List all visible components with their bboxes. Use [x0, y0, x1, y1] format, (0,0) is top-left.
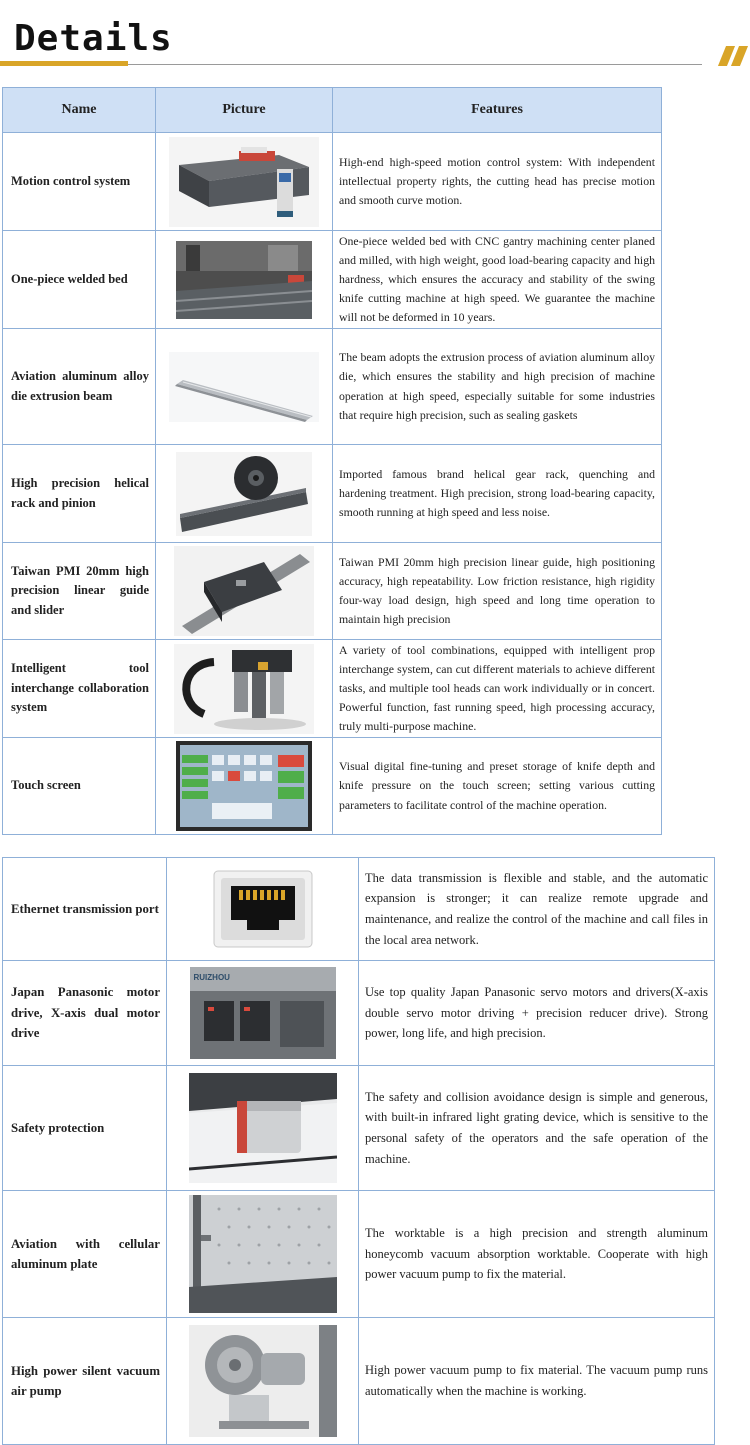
row-features: Use top quality Japan Panasonic servo motors and drivers(X-axis double servo motor driving + precision reducer drive). Strong power, long life, and high precision.: [359, 961, 715, 1066]
header-picture: Picture: [156, 88, 333, 133]
table-row: [3, 329, 662, 445]
row-features: The beam adopts the extrusion process of aviation aluminum alloy die, which ensures the stability and high precision of machine operation at high speed, especially suitable for some industries that require high precision, such as sealing gaskets: [333, 329, 662, 445]
row-features: One-piece welded bed with CNC gantry machining center planed and milled, with high weight, good load-bearing capacity and high hardness, which ensures the accuracy and stability of the swing knife cutting machine at high speed. We guarantee the machine will not be deformed in 10 years.: [333, 231, 662, 329]
tool-heads-photo: [174, 644, 314, 734]
table-header-row: [3, 88, 662, 133]
row-name: Taiwan PMI 20mm high precision linear guide and slider: [3, 543, 156, 640]
row-features: A variety of tool combinations, equipped with intelligent prop interchange system, can cut different materials to achieve different tasks, and multiple tool heads can work individually or in concert. Powerful function, fast running speed, high processing accuracy, truly multi-purpose machine.: [333, 640, 662, 738]
row-name: One-piece welded bed: [3, 231, 156, 329]
safety-sensor-photo: [189, 1073, 337, 1183]
row-features: The worktable is a high precision and strength aluminum honeycomb vacuum absorption worktable. Cooperate with high power vacuum pump to fix the material.: [359, 1191, 715, 1318]
table-row: [3, 543, 662, 640]
table-row: [3, 858, 715, 961]
row-features: Taiwan PMI 20mm high precision linear guide, high positioning accuracy, high repeatability. Low friction resistance, high rigidity four-way load design, high speed and long time operation to maintain high precision: [333, 543, 662, 640]
cutting-machine-photo: [169, 137, 319, 227]
header-name: Name: [3, 88, 156, 133]
table-row: [3, 1318, 715, 1445]
vacuum-pump-photo: [189, 1325, 337, 1437]
row-features: High power vacuum pump to fix material. The vacuum pump runs automatically when the machine is working.: [359, 1318, 715, 1445]
quote-mark-icon: [718, 40, 748, 70]
table-row: [3, 640, 662, 738]
welded-bed-photo: [176, 241, 312, 319]
row-name: Motion control system: [3, 133, 156, 231]
brand-label: RUIZHOU: [193, 973, 230, 982]
table-row: [3, 133, 662, 231]
page-title: Details: [14, 18, 173, 59]
row-name: Safety protection: [3, 1066, 167, 1191]
row-name: Touch screen: [3, 738, 156, 835]
row-name: Ethernet transmission port: [3, 858, 167, 961]
header-features: Features: [333, 88, 662, 133]
table-row: [3, 445, 662, 543]
aluminum-beam-photo: [169, 352, 319, 422]
row-features: High-end high-speed motion control system: With independent intellectual property rights, the cutting head has precise motion and smooth curve motion.: [333, 133, 662, 231]
row-name: High power silent vacuum air pump: [3, 1318, 167, 1445]
ethernet-port-icon: [213, 870, 313, 948]
honeycomb-plate-photo: [189, 1195, 337, 1313]
table-row: [3, 961, 715, 1066]
table-row: [3, 1191, 715, 1318]
row-features: Visual digital fine-tuning and preset storage of knife depth and knife pressure on the touch screen; setting various cutting parameters to facilitate control of the machine operation.: [333, 738, 662, 835]
row-features: The safety and collision avoidance design is simple and generous, with built-in infrared light grating device, which is sensitive to the personal safety of the operators and the safe operation of the machine.: [359, 1066, 715, 1191]
title-underline: [0, 61, 128, 66]
linear-guide-photo: [174, 546, 314, 636]
details-table-1: [2, 87, 662, 835]
table-row: [3, 1066, 715, 1191]
row-name: High precision helical rack and pinion: [3, 445, 156, 543]
row-name: Japan Panasonic motor drive, X-axis dual motor drive: [3, 961, 167, 1066]
page-header: [0, 0, 750, 70]
table-row: [3, 738, 662, 835]
row-features: The data transmission is flexible and stable, and the automatic expansion is stronger; it can realize remote upgrade and maintenance, and realize the control of the machine and call files in the local area network.: [359, 858, 715, 961]
row-name: Aviation with cellular aluminum plate: [3, 1191, 167, 1318]
touch-screen-photo: [176, 741, 312, 831]
row-features: Imported famous brand helical gear rack, quenching and hardening treatment. High precision, strong load-bearing capacity, smooth running at high speed and less noise.: [333, 445, 662, 543]
details-table-2: [2, 857, 715, 1445]
servo-drive-photo: [190, 967, 336, 1059]
row-name: Intelligent tool interchange collaboration system: [3, 640, 156, 738]
rack-pinion-photo: [176, 452, 312, 536]
header-divider: [128, 64, 702, 65]
row-name: Aviation aluminum alloy die extrusion beam: [3, 329, 156, 445]
table-row: [3, 231, 662, 329]
